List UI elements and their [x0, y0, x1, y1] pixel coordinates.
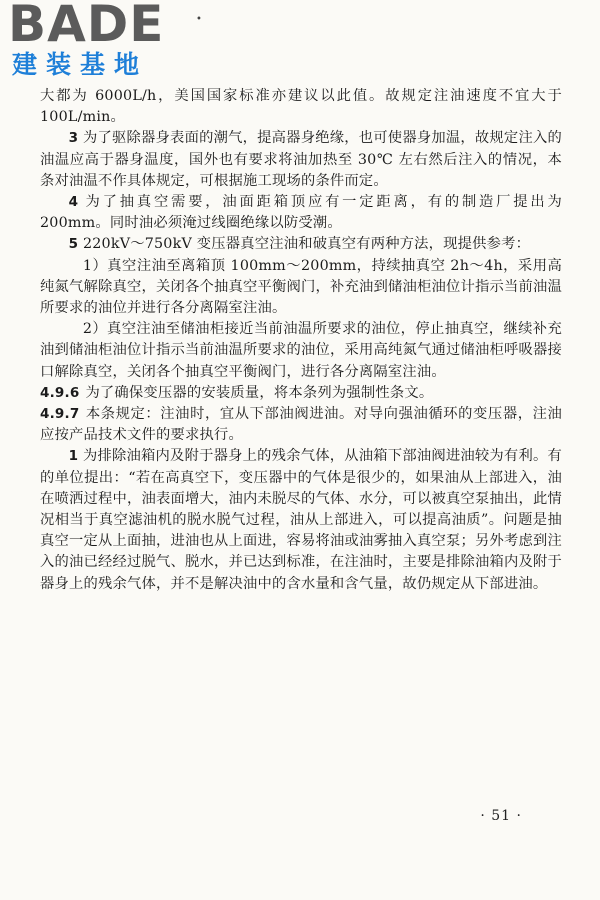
item-number: 1: [68, 448, 79, 465]
clause-number: 4.9.6: [40, 384, 80, 401]
paragraph: [40, 383, 562, 404]
paragraph-text: 本条规定：注油时，宜从下部油阀进油。对导向强油循环的变压器，注油应按产品技术文件的要求执行。: [40, 406, 562, 444]
paragraph: [40, 192, 562, 234]
paragraph: [40, 256, 562, 320]
paragraph: [40, 234, 562, 255]
item-number: 5: [68, 236, 79, 253]
paragraph-text: 220kV～750kV 变压器真空注油和破真空有两种方法，现提供参考：: [82, 236, 531, 253]
scan-speck: •: [196, 14, 202, 25]
page-number: · 51 ·: [480, 808, 522, 824]
item-number: 4: [68, 194, 79, 211]
paragraph-text: 2）真空注油至储油柜接近当前油温所要求的油位，停止抽真空，继续补充油到储油柜油位计指示当前油温所要求的油位，采用高纯氮气通过储油柜呼吸器接口解除真空，关闭各个抽真空平衡阀门，进行各分离隔室注油。: [40, 321, 562, 380]
logo-brand: BADE: [8, 0, 165, 53]
paragraph-text: 为排除油箱内及附于器身上的残余气体，从油箱下部油阀进油较为有利。有的单位提出：“若在高真空下，变压器中的气体是很少的，如果油从上部进入，油在喷洒过程中，油表面增大，油内未脱尽的气体、水分，可以被真空泵抽出，此情况相当于真空滤油机的脱水脱气过程，油从上部进入，可以提高油质”。问题是抽真空一定从上面抽，进油也从上面进，容易将油或油雾抽入真空泵；另外考虑到注入的油已经经过脱气、脱水，并已达到标准，在注油时，主要是排除油箱内及附于器身上的残余气体，并不是解决油中的含水量和含气量，故仍规定从下部进油。: [40, 448, 562, 592]
body-text: [40, 86, 562, 595]
paragraph: [40, 446, 562, 594]
paragraph-text: 大都为 6000L/h，美国国家标准亦建议以此值。故规定注油速度不宜大于 100L/min。: [40, 88, 562, 126]
logo-slogan: 建装基地: [12, 50, 149, 79]
paragraph-text: 为了抽真空需要，油面距箱顶应有一定距离，有的制造厂提出为 200mm。同时油必须淹过线圈绝缘以防受潮。: [40, 194, 562, 232]
paragraph-text: 1）真空注油至离箱顶 100mm～200mm，持续抽真空 2h～4h，采用高纯氮气解除真空，关闭各个抽真空平衡阀门，补充油到储油柜油位计指示当前油温所要求的油位并进行各分离隔室注油。: [40, 257, 562, 317]
logo: [8, 0, 178, 84]
paragraph-text: 为了驱除器身表面的潮气，提高器身绝缘，也可使器身加温，故规定注入的油温应高于器身温度，国外也有要求将油加热至 30℃ 左右然后注入的情况，本条对油温不作具体规定，可根据施工现场的条件而定。: [40, 130, 562, 189]
item-number: 3: [68, 130, 79, 147]
paragraph: [40, 404, 562, 446]
paragraph-text: 为了确保变压器的安装质量，将本条列为强制性条文。: [85, 384, 434, 401]
paragraph: [40, 86, 562, 128]
paragraph: [40, 128, 562, 192]
clause-number: 4.9.7: [40, 406, 80, 423]
paragraph: [40, 319, 562, 383]
